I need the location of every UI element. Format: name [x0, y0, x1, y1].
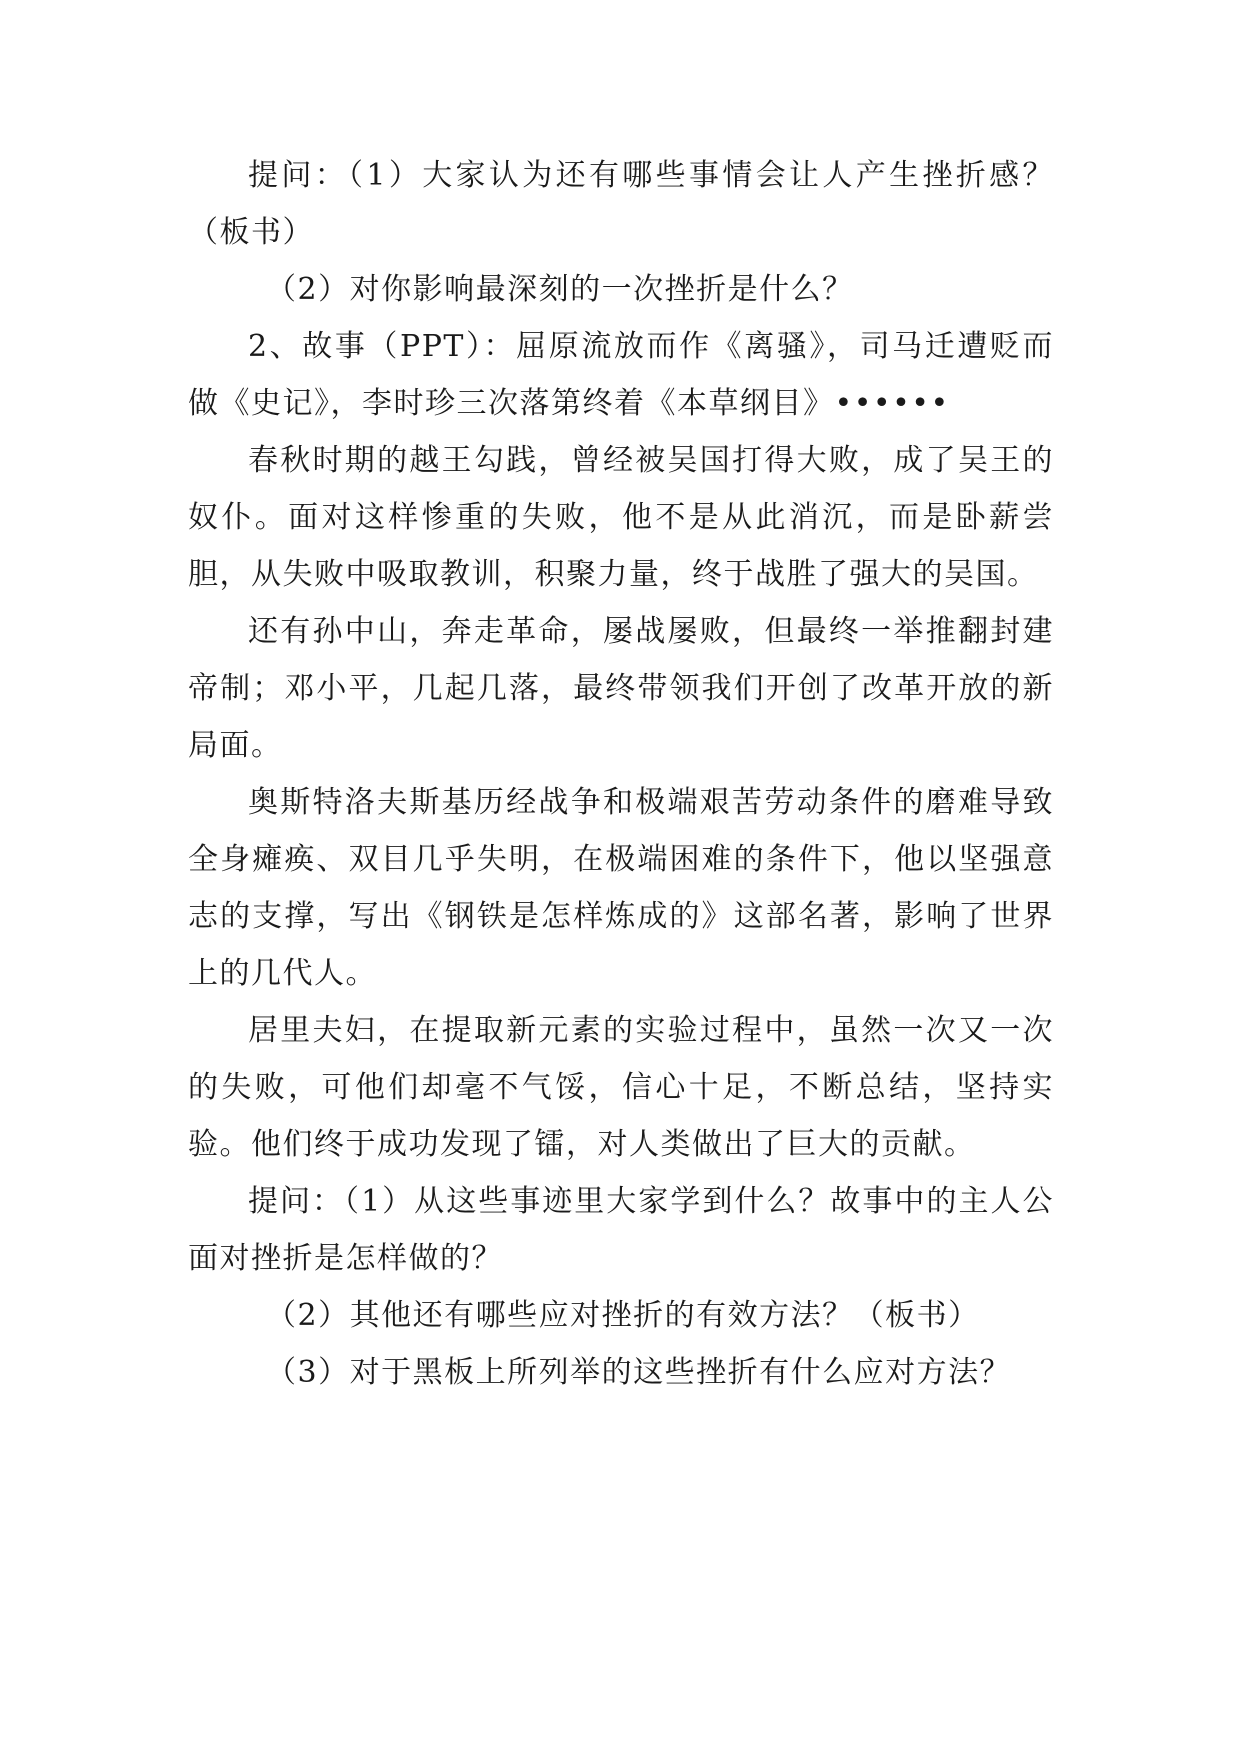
- paragraph-sun-deng: 还有孙中山，奔走革命，屡战屡败，但最终一举推翻封建帝制；邓小平，几起几落，最终带领我们开创了改革开放的新局面。: [188, 614, 1054, 763]
- paragraph-question-methods: （2）其他还有哪些应对挫折的有效方法？（板书）: [266, 1298, 980, 1333]
- paragraph-curie: 居里夫妇，在提取新元素的实验过程中，虽然一次又一次的失败，可他们却毫不气馁，信心十足，不断总结，坚持实验。他们终于成功发现了镭，对人类做出了巨大的贡献。: [188, 1013, 1054, 1162]
- paragraph-question-learned: 提问：（1）从这些事迹里大家学到什么？故事中的主人公面对挫折是怎样做的？: [188, 1184, 1054, 1276]
- paragraph-question-deepest: （2）对你影响最深刻的一次挫折是什么？: [266, 272, 854, 307]
- paragraph-ostrovsky: 奥斯特洛夫斯基历经战争和极端艰苦劳动条件的磨难导致全身瘫痪、双目几乎失明，在极端困难的条件下，他以坚强意志的支撑，写出《钢铁是怎样炼成的》这部名著，影响了世界上的几代人。: [188, 785, 1054, 991]
- paragraph-story-intro: 2、故事（PPT）：屈原流放而作《离骚》，司马迁遭贬而做《史记》，李时珍三次落第终着《本草纲目》••••••: [188, 329, 1054, 421]
- paragraph-question-frustration: 提问：（1）大家认为还有哪些事情会让人产生挫折感？（板书）: [188, 158, 1054, 250]
- document-body: [188, 147, 1054, 1401]
- paragraph-goujian: 春秋时期的越王勾践，曾经被吴国打得大败，成了吴王的奴仆。面对这样惨重的失败，他不是从此消沉，而是卧薪尝胆，从失败中吸取教训，积聚力量，终于战胜了强大的吴国。: [188, 443, 1054, 592]
- paragraph-question-responses: （3）对于黑板上所列举的这些挫折有什么应对方法？: [266, 1355, 1012, 1390]
